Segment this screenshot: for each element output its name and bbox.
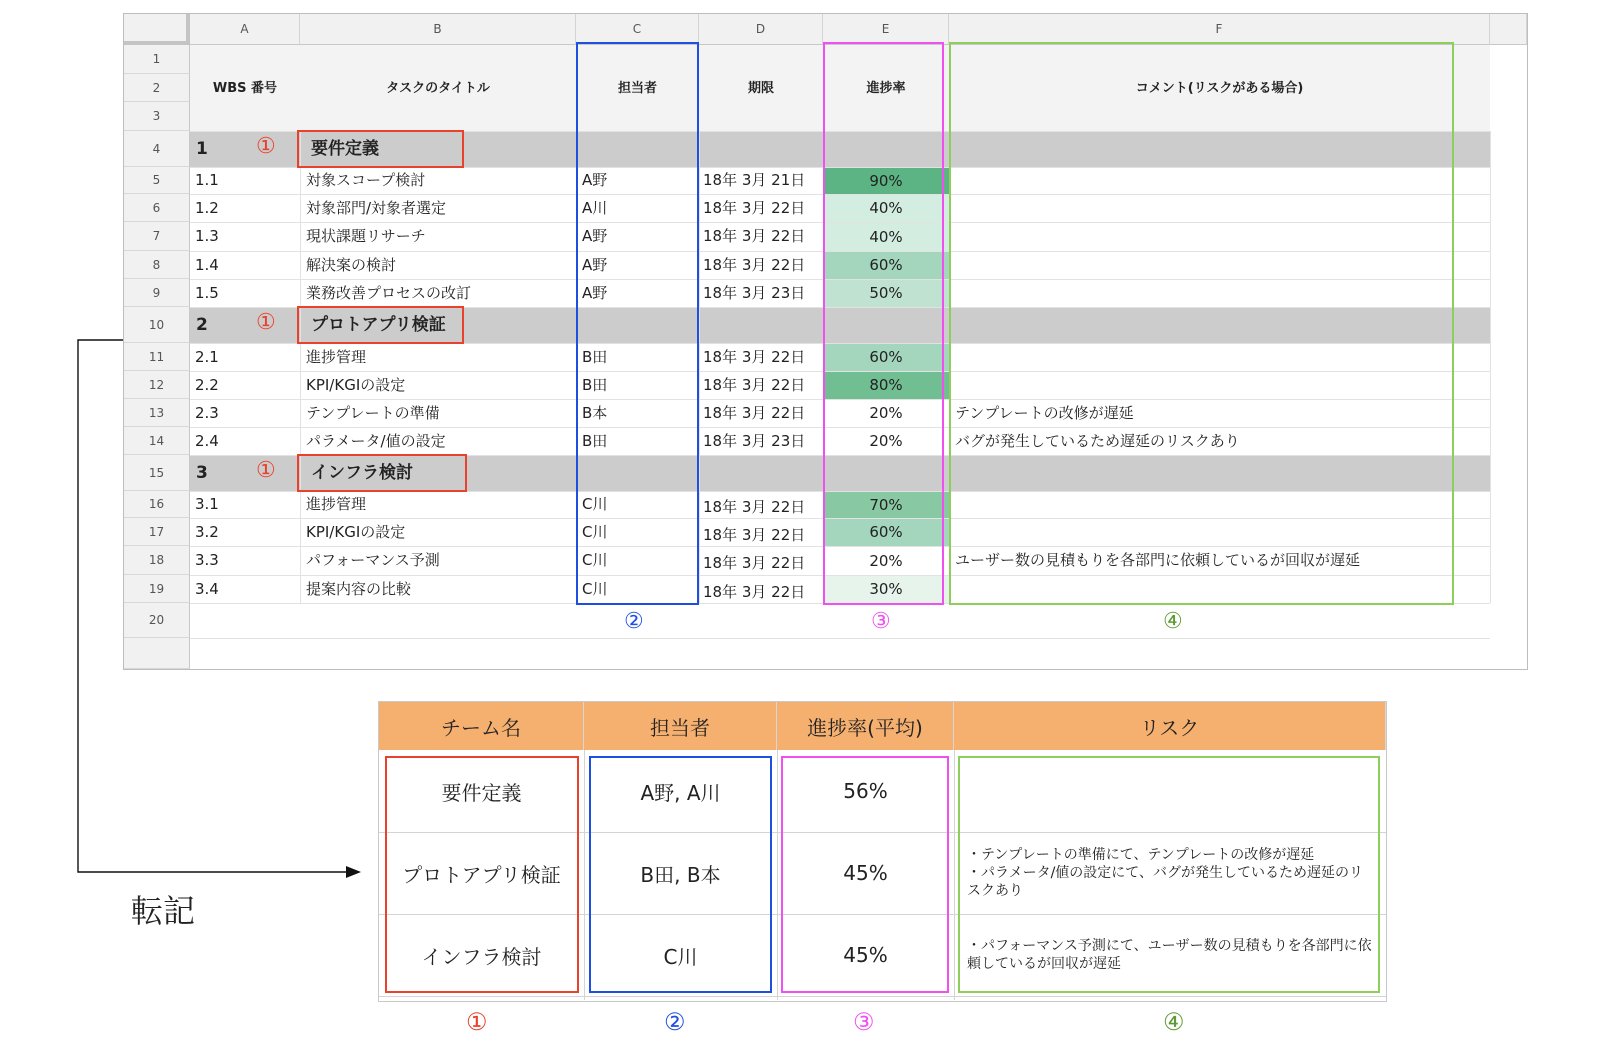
task-wbs[interactable]: 1.3 — [195, 227, 219, 245]
task-due[interactable]: 18年 3月 22日 — [703, 255, 806, 274]
row-header[interactable]: 6 — [124, 194, 190, 222]
task-wbs[interactable]: 3.1 — [195, 495, 219, 513]
column-header-F[interactable]: F — [949, 14, 1490, 45]
column-header-C[interactable]: C — [576, 14, 699, 45]
task-due[interactable]: 18年 3月 22日 — [703, 403, 806, 422]
summary-table — [378, 701, 1387, 1002]
row-header[interactable]: 3 — [124, 102, 190, 131]
task-owner[interactable]: B本 — [582, 403, 608, 422]
summary-risk: ・テンプレートの準備にて、テンプレートの改修が遅延 ・パラメータ/値の設定にて、バグが発生しているため遅延のリスクあり — [967, 847, 1364, 899]
task-wbs[interactable]: 2.1 — [195, 347, 219, 366]
task-title[interactable]: 対象スコープ検討 — [306, 171, 426, 189]
row-header[interactable]: 9 — [124, 279, 190, 307]
task-owner[interactable]: B田 — [582, 347, 608, 366]
header-due: 期限 — [747, 80, 774, 96]
section-marker: ① — [256, 310, 276, 335]
task-progress[interactable]: 60% — [823, 344, 949, 371]
task-due[interactable]: 18年 3月 22日 — [703, 375, 806, 394]
summary-marker-3: ③ — [853, 1008, 875, 1036]
task-progress[interactable]: 30% — [823, 576, 949, 603]
section-title: インフラ検討 — [311, 462, 413, 483]
row-header[interactable]: 5 — [124, 167, 190, 194]
task-title[interactable]: KPI/KGIの設定 — [306, 522, 406, 541]
row-header[interactable]: 19 — [124, 575, 190, 603]
summary-owner: C川 — [663, 944, 698, 969]
row-header[interactable]: 14 — [124, 427, 190, 455]
row-header[interactable]: 2 — [124, 74, 190, 102]
summary-header-3: リスク — [954, 702, 1386, 750]
section-marker: ① — [256, 458, 276, 483]
task-wbs[interactable]: 2.2 — [195, 375, 219, 394]
row-header[interactable]: 1 — [124, 45, 190, 74]
summary-marker-2: ② — [664, 1008, 686, 1036]
task-owner[interactable]: A野 — [582, 227, 608, 245]
row-header[interactable]: 17 — [124, 518, 190, 546]
summary-avg: 56% — [843, 779, 888, 803]
task-owner[interactable]: C川 — [582, 551, 608, 569]
task-progress[interactable]: 50% — [823, 280, 949, 307]
header-owner: 担当者 — [617, 80, 657, 96]
column-marker-progress: ③ — [871, 609, 891, 634]
task-due[interactable]: 18年 3月 23日 — [703, 283, 806, 302]
summary-marker-4: ④ — [1163, 1008, 1185, 1036]
task-progress[interactable]: 60% — [823, 519, 949, 546]
task-wbs[interactable]: 3.2 — [195, 522, 219, 541]
task-due[interactable]: 18年 3月 22日 — [703, 227, 806, 245]
task-progress[interactable]: 20% — [823, 428, 949, 455]
row-header[interactable]: 4 — [124, 131, 190, 167]
row-header[interactable]: 18 — [124, 546, 190, 575]
task-due[interactable]: 18年 3月 22日 — [703, 198, 806, 217]
row-header[interactable]: 8 — [124, 251, 190, 279]
summary-team: インフラ検討 — [421, 944, 542, 969]
task-title[interactable]: パラメータ/値の設定 — [306, 431, 446, 450]
task-progress[interactable]: 40% — [823, 223, 949, 251]
task-title[interactable]: 対象部門/対象者選定 — [306, 198, 447, 217]
summary-team: 要件定義 — [441, 780, 522, 805]
summary-header-0: チーム名 — [379, 702, 584, 750]
task-due[interactable]: 18年 3月 23日 — [703, 431, 806, 450]
column-header-E[interactable]: E — [823, 14, 949, 45]
task-owner[interactable]: C川 — [582, 579, 608, 598]
task-wbs[interactable]: 2.3 — [195, 403, 219, 422]
summary-header-1: 担当者 — [584, 702, 777, 750]
task-wbs[interactable]: 3.4 — [195, 579, 219, 598]
task-due[interactable]: 18年 3月 22日 — [703, 498, 806, 516]
section-title: プロトアプリ検証 — [311, 314, 446, 335]
task-due[interactable]: 18年 3月 22日 — [703, 554, 806, 572]
summary-risk — [954, 750, 1386, 832]
summary-avg: 45% — [843, 861, 888, 885]
row-header[interactable]: 10 — [124, 307, 190, 343]
column-header-B[interactable]: B — [300, 14, 576, 45]
task-progress[interactable]: 60% — [823, 252, 949, 279]
task-owner[interactable]: B田 — [582, 431, 608, 450]
task-due[interactable]: 18年 3月 22日 — [703, 525, 806, 544]
summary-owner: A野, A川 — [640, 780, 721, 805]
summary-risk: ・パフォーマンス予測にて、ユーザー数の見積もりを各部門に依頼しているが回収が遅延 — [967, 938, 1372, 972]
summary-team: プロトアプリ検証 — [402, 862, 561, 887]
task-comment[interactable]: バグが発生しているため遅延のリスクあり — [955, 431, 1240, 450]
section-id: 1 — [196, 138, 208, 159]
section-marker: ① — [256, 134, 276, 159]
row-header[interactable]: 20 — [124, 603, 190, 638]
section-id: 3 — [196, 462, 208, 483]
task-owner[interactable]: A野 — [582, 283, 608, 302]
section-title: 要件定義 — [311, 138, 379, 159]
row-divider — [379, 996, 1386, 997]
task-wbs[interactable]: 3.3 — [195, 551, 219, 569]
task-progress[interactable]: 80% — [823, 372, 949, 399]
summary-avg: 45% — [843, 943, 888, 967]
task-title[interactable]: 業務改善プロセスの改訂 — [306, 283, 472, 302]
task-wbs[interactable]: 2.4 — [195, 431, 219, 450]
header-wbs: WBS 番号 — [212, 80, 278, 96]
section-id: 2 — [196, 314, 208, 335]
task-due[interactable]: 18年 3月 22日 — [703, 347, 806, 366]
column-marker-owner: ② — [624, 609, 644, 634]
task-progress[interactable]: 20% — [823, 547, 949, 575]
row-header[interactable]: 15 — [124, 455, 190, 491]
task-owner[interactable]: A川 — [582, 198, 608, 217]
task-title[interactable]: KPI/KGIの設定 — [306, 375, 406, 394]
task-progress[interactable]: 90% — [823, 168, 949, 194]
summary-owner: B田, B本 — [640, 862, 721, 887]
task-comment[interactable]: ユーザー数の見積もりを各部門に依頼しているが回収が遅延 — [955, 551, 1361, 569]
summary-marker-1: ① — [466, 1008, 488, 1036]
task-wbs[interactable]: 1.5 — [195, 283, 219, 302]
task-title[interactable]: 進捗管理 — [306, 495, 367, 513]
header-title: タスクのタイトル — [386, 80, 490, 96]
task-title[interactable]: パフォーマンス予測 — [306, 551, 440, 569]
column-marker-comment: ④ — [1163, 609, 1183, 634]
row-header[interactable]: 12 — [124, 371, 190, 399]
summary-header-2: 進捗率(平均) — [777, 702, 954, 750]
task-comment[interactable]: テンプレートの改修が遅延 — [955, 403, 1134, 422]
row-header[interactable]: 13 — [124, 399, 190, 427]
column-header-A[interactable]: A — [190, 14, 300, 45]
task-title[interactable]: 解決案の検討 — [306, 255, 397, 274]
task-title[interactable]: 提案内容の比較 — [306, 579, 412, 598]
column-header-D[interactable]: D — [699, 14, 823, 45]
task-title[interactable]: 進捗管理 — [306, 347, 367, 366]
task-title[interactable]: 現状課題リサーチ — [306, 227, 426, 245]
task-wbs[interactable]: 1.2 — [195, 198, 219, 217]
task-progress[interactable]: 20% — [823, 400, 949, 427]
header-comment: コメント(リスクがある場合) — [1135, 80, 1304, 96]
task-wbs[interactable]: 1.1 — [195, 171, 219, 189]
task-due[interactable]: 18年 3月 21日 — [703, 171, 806, 189]
task-progress[interactable]: 70% — [823, 492, 949, 518]
task-owner[interactable]: C川 — [582, 495, 608, 513]
row-header[interactable]: 11 — [124, 343, 190, 371]
header-progress: 進捗率 — [866, 80, 906, 96]
task-due[interactable]: 18年 3月 22日 — [703, 582, 806, 601]
task-progress[interactable]: 40% — [823, 195, 949, 222]
task-wbs[interactable]: 1.4 — [195, 255, 219, 274]
row-header[interactable]: 7 — [124, 222, 190, 251]
task-title[interactable]: テンプレートの準備 — [306, 403, 440, 422]
transcribe-label: 転記 — [131, 892, 196, 930]
task-owner[interactable]: A野 — [582, 255, 608, 274]
task-owner[interactable]: C川 — [582, 522, 608, 541]
row-header[interactable]: 16 — [124, 491, 190, 518]
task-owner[interactable]: A野 — [582, 171, 608, 189]
task-owner[interactable]: B田 — [582, 375, 608, 394]
